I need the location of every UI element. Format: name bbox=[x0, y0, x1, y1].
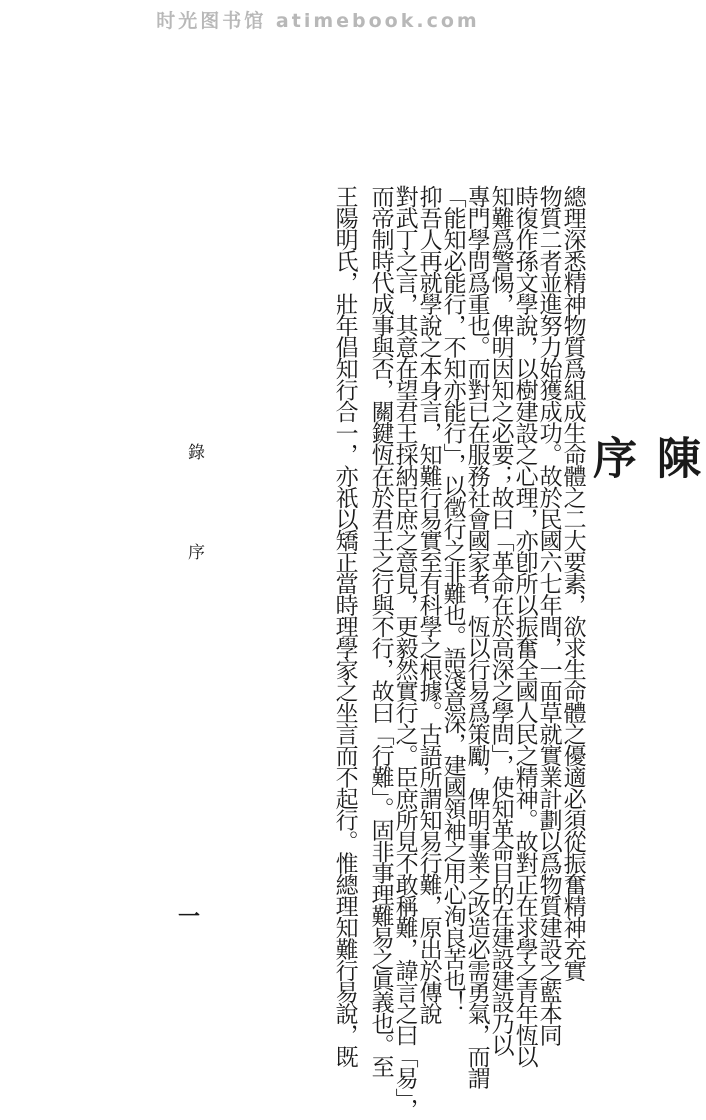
document-page bbox=[100, 185, 700, 1120]
footer-chapter-label: 序 bbox=[184, 543, 204, 560]
footer-section-label: 錄 bbox=[184, 443, 204, 478]
text-column-5: 專門學問爲重也。而對已在服務社會國家者，恆以行易爲策勵，俾明事業之改造必需勇氣，而謂 bbox=[463, 185, 490, 1088]
text-column-2: 物質二者並進努力始獲成功。故於民國六七年間，一面草就實業計劃以爲物質建設之藍本同 bbox=[535, 185, 562, 1045]
text-column-3: 時復作孫文學說，以樹建設之心理，亦卽所以振奮全國人民之精神。故對正在求學之青年恆以 bbox=[511, 185, 538, 1067]
text-column-7: 抑吾人再就學說之本身言，知難行易實至有科學之根據。古語所謂知易行難，原出於傳說 bbox=[415, 185, 442, 1024]
text-column-4: 知難爲警惕，俾明因知之必要；故曰「革命在於高深之學問」，使知革命目的在建設建設乃以 bbox=[487, 185, 514, 1055]
watermark-text: 时光图书馆 atimebook.com bbox=[156, 10, 480, 32]
text-column-10: 王陽明氏，壯年倡知行合一，亦祇以矯正當時理學家之坐言而不起行。惟總理知難行易說，既 bbox=[331, 185, 358, 1067]
text-column-9: 而帝制時代成事與否，關鍵恆在於君王之行與不行，故曰「行難」。固非事理難易之眞義也。至 bbox=[367, 185, 394, 1077]
page-title: 陳 序 bbox=[585, 435, 700, 507]
text-column-6: 「能知必能行，不知亦能行」，以徵行之非難也。語淺意深，建國領袖之用心洵良苦也！ bbox=[439, 185, 466, 1012]
page-number: 一 bbox=[178, 904, 201, 930]
text-column-1: 總理深悉精神物質爲組成生命體之二大要素，欲求生命體之優適必須從振奮精神充實 bbox=[559, 185, 586, 981]
text-column-8: 對武丁之言，其意在望君王採納臣庶之意見，更毅然實行之。臣庶所見不敢稱難，諱言之曰「易」， bbox=[391, 185, 418, 1120]
